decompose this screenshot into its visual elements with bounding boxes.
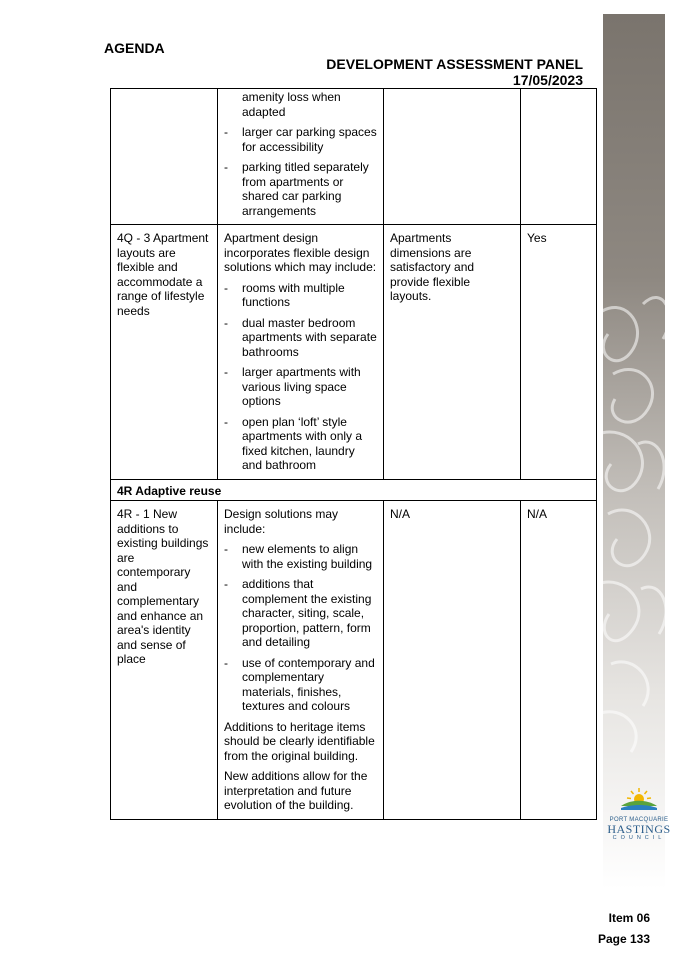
table-row [111,501,597,820]
assessment-table [110,88,597,820]
list-item: - larger apartments with various living space options [224,365,377,409]
table-row [111,225,597,480]
comment-cell: Apartments dimensions are satisfactory and provide flexible layouts. [384,225,521,480]
sun-landscape-icon [619,786,659,812]
compliance-cell: Yes [521,225,597,480]
compliance-cell: N/A [521,501,597,820]
list-item: - dual master bedroom apartments with separate bathrooms [224,316,377,360]
design-intro: Apartment design incorporates flexible design solutions which may include: [224,231,377,274]
comment-cell: N/A [384,501,521,820]
list-item: amenity loss when adapted [242,90,341,119]
meeting-date: 17/05/2023 [512,72,583,88]
logo-text-line1: PORT MACQUARIE [609,817,669,823]
council-logo [603,786,675,841]
table-row [111,89,597,225]
list-item: - new elements to align with the existing building [224,542,377,571]
design-note: Additions to heritage items should be clearly identifiable from the original building. [224,719,375,763]
comment-cell [384,89,521,225]
section-row [111,479,597,501]
compliance-cell [521,89,597,225]
design-guidance-cell [218,225,384,480]
list-item: - rooms with multiple functions [224,281,377,310]
design-note: New additions allow for the interpretation and future evolution of the building. [224,769,368,812]
list-item: - use of contemporary and complementary materials, finishes, textures and colours [224,656,377,714]
list-item: - additions that complement the existing character, siting, scale, proportion, pattern, form and detailing [224,577,377,650]
objective-cell: 4Q - 3 Apartment layouts are flexible and accommodate a range of lifestyle needs [111,225,218,480]
design-intro: Design solutions may include: [224,507,339,536]
list-item: - open plan ‘loft’ style apartments with only a fixed kitchen, laundry and bathroom [224,415,377,473]
objective-cell: 4R - 1 New additions to existing buildings are contemporary and complementary and enhance an area's identity and sense of place [111,501,218,820]
list-item: - larger car parking spaces for accessibility [224,125,377,154]
design-guidance-cell [218,89,384,225]
item-number: Item 06 [608,911,650,925]
panel-heading: DEVELOPMENT ASSESSMENT PANEL [326,56,583,72]
objective-cell [111,89,218,225]
design-guidance-cell [218,501,384,820]
decorative-sidebar [603,14,665,889]
page-number: Page 133 [597,932,650,946]
logo-text-line2: HASTINGS [607,822,671,836]
agenda-heading: AGENDA [104,40,165,56]
logo-text-line3: COUNCIL [612,835,666,841]
list-item: - parking titled separately from apartments or shared car parking arrangements [224,160,377,218]
swirl-pattern [603,14,665,889]
section-heading: 4R Adaptive reuse [111,479,597,501]
